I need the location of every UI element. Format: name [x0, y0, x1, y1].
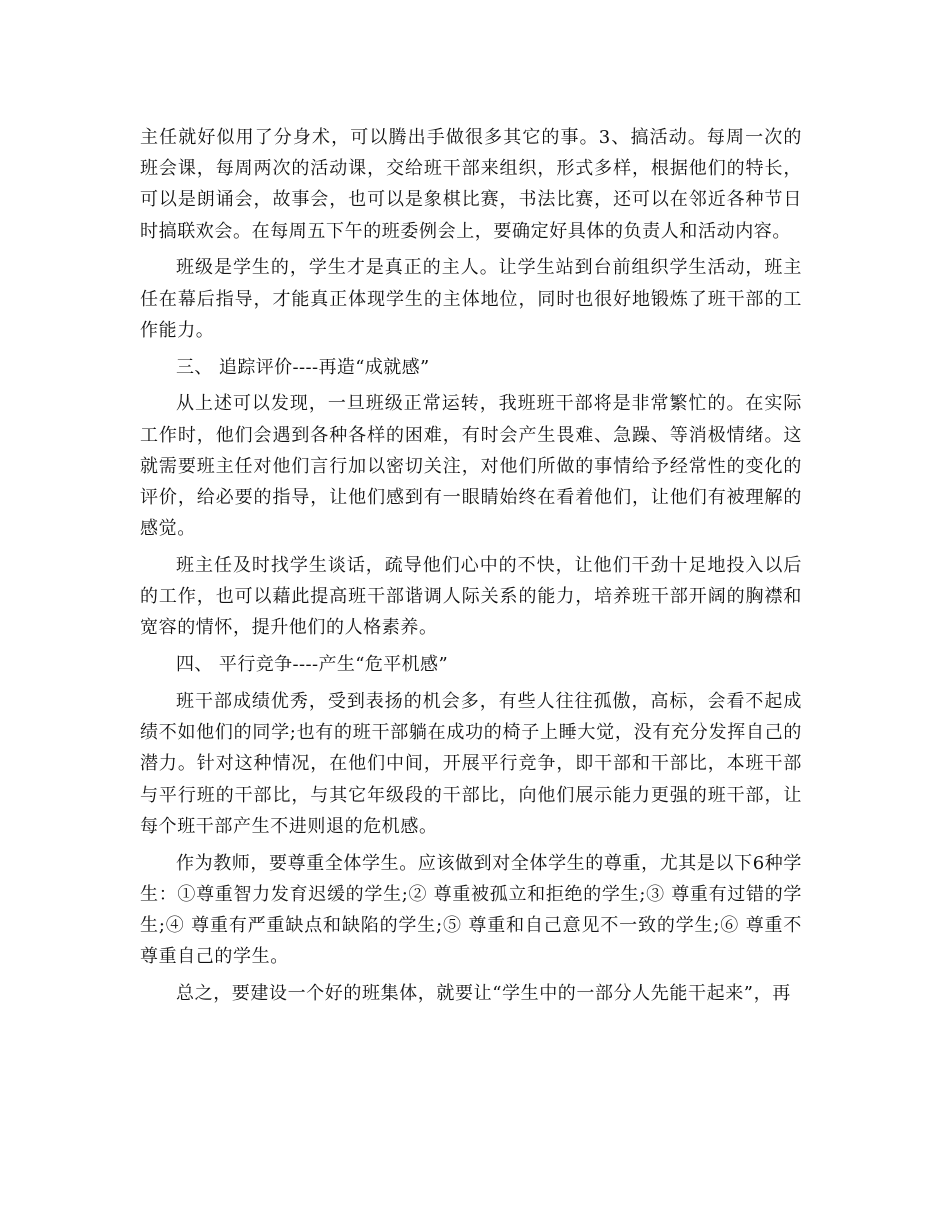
section-heading-4: 四、 平行竞争----产生“危平机感”	[176, 654, 449, 676]
paragraph-student-ownership: 班级是学生的，学生才是真正的主人。让学生站到台前组织学生活动，班主任在幕后指导，才能真正体现学生的主体地位，同时也很好地锻炼了班干部的工作能力。	[140, 257, 802, 341]
section-heading-3: 三、 追踪评价----再造“成就感”	[176, 356, 430, 378]
paragraph-tracking-evaluation: 从上述可以发现，一旦班级正常运转，我班班干部将是非常繁忙的。在实际工作时，他们会遇到各种各样的困难，有时会产生畏难、急躁、等消极情绪。这就需要班主任对他们言行加以密切关注，对他们所做的事情给予经常性的变化的评价，给必要的指导，让他们感到有一眼睛始终在看着他们，让他们有被理解的感觉。	[140, 393, 802, 540]
paragraph-parallel-competition: 班干部成绩优秀，受到表扬的机会多，有些人往往孤傲，高标，会看不起成绩不如他们的同学;也有的班干部躺在成功的椅子上睡大觉，没有充分发挥自己的潜力。针对这种情况，在他们中间，开展平行竞争，即干部和干部比，本班干部与平行班的干部比，与其它年级段的干部比，向他们展示能力更强的班干部，让每个班干部产生不进则退的危机感。	[140, 691, 802, 837]
paragraph-conclusion: 总之，要建设一个好的班集体，就要让“学生中的一部分人先能干起来”，再	[176, 983, 791, 1005]
document-body	[140, 122, 802, 1015]
paragraph-respect-students: 作为教师，要尊重全体学生。应该做到对全体学生的尊重，尤其是以下6种学生：①尊重智力发育迟缓的学生;② 尊重被孤立和拒绝的学生;③ 尊重有过错的学生;④ 尊重有严重缺点和缺陷的学生;⑤ 尊重和自己意见不一致的学生;⑥ 尊重不尊重自己的学生。	[140, 852, 802, 968]
paragraph-talk-with-students: 班主任及时找学生谈话，疏导他们心中的不快，让他们干劲十足地投入以后的工作，也可以藉此提高班干部谐调人际关系的能力，培养班干部开阔的胸襟和宽容的情怀，提升他们的人格素养。	[140, 555, 802, 639]
paragraph-continuation: 主任就好似用了分身术，可以腾出手做很多其它的事。3、搞活动。每周一次的班会课，每周两次的活动课，交给班干部来组织，形式多样，根据他们的特长，可以是朗诵会，故事会，也可以是象棋比赛，书法比赛，还可以在邻近各种节日时搞联欢会。在每周五下午的班委例会上，要确定好具体的负责人和活动内容。	[140, 127, 802, 242]
